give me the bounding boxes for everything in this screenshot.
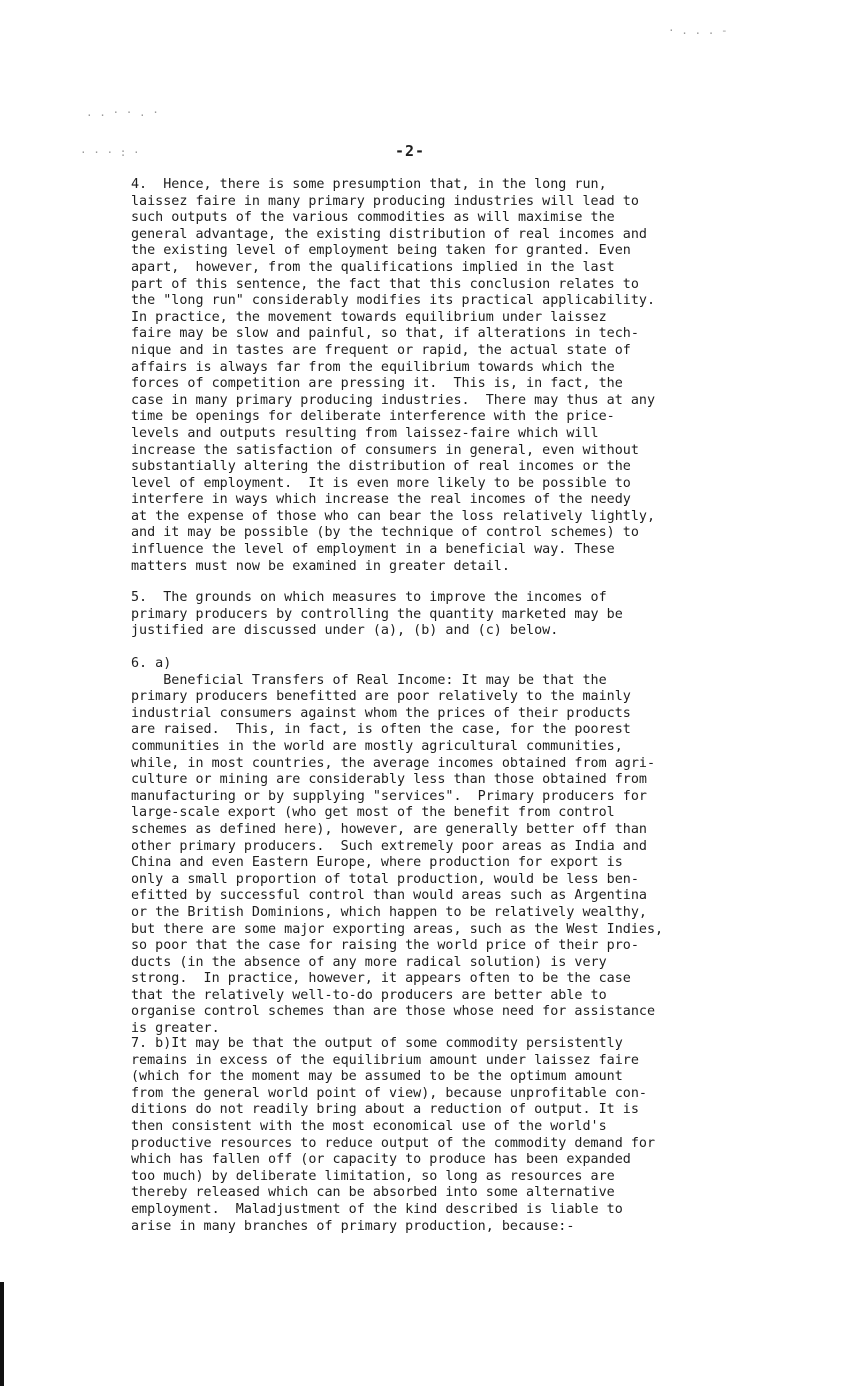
paragraph-5	[131, 590, 781, 640]
text-line: employment. Maladjustment of the kind described is liable to	[131, 1201, 623, 1217]
text-line: schemes as defined here), however, are generally better off than	[131, 821, 647, 837]
text-line: In practice, the movement towards equilibrium under laissez	[131, 309, 607, 325]
text-line: communities in the world are mostly agricultural communities,	[131, 738, 623, 754]
text-line: ditions do not readily bring about a reduction of output. It is	[131, 1102, 639, 1118]
text-line: China and even Eastern Europe, where production for export is	[131, 855, 623, 871]
text-line: productive resources to reduce output of the commodity demand for	[131, 1135, 656, 1151]
margin-mark-top: . . · · . ·	[86, 106, 159, 119]
text-line: or the British Dominions, which happen to be relatively wealthy,	[131, 904, 647, 920]
page-number: -2-	[394, 142, 426, 160]
text-line: while, in most countries, the average incomes obtained from agri-	[131, 755, 656, 771]
text-line: that the relatively well-to-do producers are better able to	[131, 987, 607, 1003]
text-line: nique and in tastes are frequent or rapid, the actual state of	[131, 342, 631, 358]
text-line: 5. The grounds on which measures to improve the incomes of	[131, 590, 607, 605]
text-line: faire may be slow and painful, so that, if alterations in tech-	[131, 326, 639, 342]
margin-mark-corner: · . . . -	[668, 24, 728, 37]
text-line: from the general world point of view), because unprofitable con-	[131, 1085, 647, 1101]
text-line: are raised. This, in fact, is often the case, for the poorest	[131, 722, 631, 738]
text-line: 6. a)	[131, 656, 172, 671]
text-line: only a small proportion of total production, would be less ben-	[131, 871, 639, 887]
text-line: but there are some major exporting areas, such as the West Indies,	[131, 921, 664, 937]
text-line: 7. b)It may be that the output of some commodity persistently	[131, 1036, 623, 1051]
text-line: apart, however, from the qualifications implied in the last	[131, 259, 615, 275]
text-line: at the expense of those who can bear the loss relatively lightly,	[131, 508, 656, 524]
text-line: organise control schemes than are those whose need for assistance	[131, 1004, 656, 1020]
text-line: culture or mining are considerably less than those obtained from	[131, 772, 647, 788]
text-line: 4. Hence, there is some presumption that, in the long run,	[131, 177, 607, 192]
text-line: justified are discussed under (a), (b) and (c) below.	[131, 623, 559, 639]
margin-mark-header: · · · : ·	[80, 146, 140, 159]
text-line: influence the level of employment in a beneficial way. These	[131, 542, 615, 558]
text-line: such outputs of the various commodities as will maximise the	[131, 210, 615, 226]
text-line: matters must now be examined in greater detail.	[131, 558, 510, 574]
text-line: case in many primary producing industries. There may thus at any	[131, 392, 656, 408]
text-line: forces of competition are pressing it. This is, in fact, the	[131, 376, 623, 392]
text-line: general advantage, the existing distribution of real incomes and	[131, 226, 647, 242]
text-line: industrial consumers against whom the prices of their products	[131, 705, 631, 721]
text-line: strong. In practice, however, it appears often to be the case	[131, 971, 631, 987]
text-line: time be openings for deliberate interference with the price-	[131, 409, 615, 425]
text-line: levels and outputs resulting from laissez-faire which will	[131, 425, 599, 441]
text-line: Beneficial Transfers of Real Income: It may be that the	[131, 672, 607, 688]
text-line: ducts (in the absence of any more radical solution) is very	[131, 954, 607, 970]
text-line: manufacturing or by supplying "services". Primary producers for	[131, 788, 647, 804]
text-line: arise in many branches of primary production, because:-	[131, 1218, 575, 1234]
text-line: which has fallen off (or capacity to produce has been expanded	[131, 1152, 631, 1168]
text-line: part of this sentence, the fact that this conclusion relates to	[131, 276, 639, 292]
text-line: other primary producers. Such extremely poor areas as India and	[131, 838, 647, 854]
text-line: level of employment. It is even more likely to be possible to	[131, 475, 631, 491]
text-line: primary producers benefitted are poor relatively to the mainly	[131, 689, 631, 705]
text-line: large-scale export (who get most of the benefit from control	[131, 805, 615, 821]
text-line: laissez faire in many primary producing industries will lead to	[131, 193, 639, 209]
text-line: affairs is always far from the equilibrium towards which the	[131, 359, 615, 375]
text-line: substantially altering the distribution of real incomes or the	[131, 459, 631, 475]
paragraph-7	[131, 1036, 781, 1235]
paragraph-6	[131, 656, 781, 1038]
text-line: too much) by deliberate limitation, so long as resources are	[131, 1168, 615, 1184]
text-line: the existing level of employment being taken for granted. Even	[131, 243, 631, 259]
text-line: increase the satisfaction of consumers in general, even without	[131, 442, 639, 458]
scan-edge-bar	[0, 1282, 4, 1386]
text-line: the "long run" considerably modifies its practical applicability.	[131, 293, 656, 309]
paragraph-4	[131, 177, 781, 575]
text-line: thereby released which can be absorbed into some alternative	[131, 1185, 615, 1201]
text-line: primary producers by controlling the quantity marketed may be	[131, 606, 623, 622]
text-line: is greater.	[131, 1021, 220, 1037]
text-line: (which for the moment may be assumed to be the optimum amount	[131, 1069, 623, 1085]
text-line: remains in excess of the equilibrium amount under laissez faire	[131, 1052, 639, 1068]
text-line: interfere in ways which increase the real incomes of the needy	[131, 492, 631, 508]
text-line: and it may be possible (by the technique of control schemes) to	[131, 525, 639, 541]
text-line: efitted by successful control than would areas such as Argentina	[131, 888, 647, 904]
text-line: then consistent with the most economical use of the world's	[131, 1118, 607, 1134]
text-line: so poor that the case for raising the world price of their pro-	[131, 938, 639, 954]
